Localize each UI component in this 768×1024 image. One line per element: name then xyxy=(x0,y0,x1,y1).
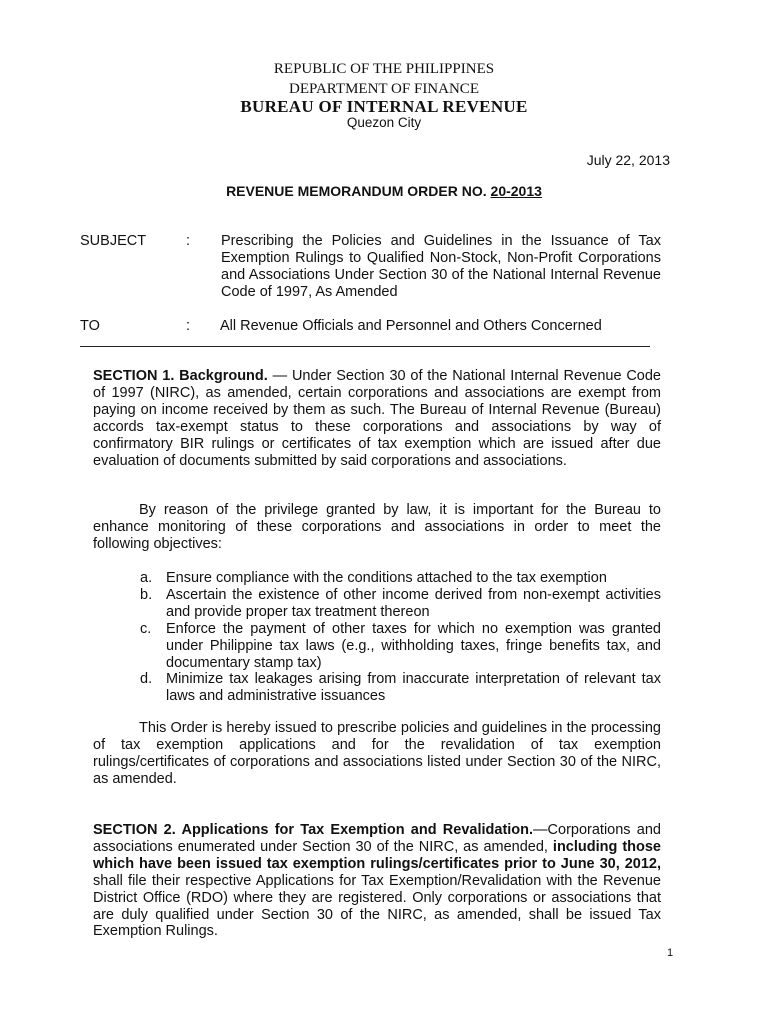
objective-item xyxy=(140,587,661,621)
objective-item xyxy=(140,570,661,587)
objective-marker: c. xyxy=(140,620,152,637)
subject-colon: : xyxy=(186,233,191,249)
section1-para2: By reason of the privilege granted by law, it is important for the Bureau to enhance monitoring of these corporations and associations in order to meet the following objectives: xyxy=(93,502,661,552)
subject-label: SUBJECT xyxy=(80,233,147,249)
memo-title xyxy=(0,183,768,199)
to-text: All Revenue Officials and Personnel and Others Concerned xyxy=(220,318,602,334)
page-number: 1 xyxy=(667,947,674,959)
objective-text: Ensure compliance with the conditions attached to the tax exemption xyxy=(166,570,607,586)
header-city: Quezon City xyxy=(346,115,422,130)
objective-marker: a. xyxy=(140,570,153,586)
objective-marker: d. xyxy=(140,671,153,688)
memo-number: 20-2013 xyxy=(490,183,542,199)
section2-heading: SECTION 2. Applications for Tax Exemption and Revalidation. xyxy=(93,822,534,838)
header-bureau: BUREAU OF INTERNAL REVENUE xyxy=(240,97,528,116)
objective-marker: b. xyxy=(140,586,153,603)
memo-title-prefix: REVENUE MEMORANDUM ORDER NO. xyxy=(226,183,491,199)
objective-text: Ascertain the existence of other income derived from non-exempt activities and provide proper tax treatment thereon xyxy=(166,586,661,620)
header-department: DEPARTMENT OF FINANCE xyxy=(289,81,479,97)
objective-item xyxy=(140,621,661,672)
header-republic: REPUBLIC OF THE PHILIPPINES xyxy=(273,61,495,77)
objectives-list xyxy=(140,570,661,705)
section1-para3: This Order is hereby issued to prescribe policies and guidelines in the processing of tax exemption applications and for the revalidation of tax exemption rulings/certificates of corporations and associations listed under Section 30 of the NIRC, as amended. xyxy=(93,720,661,787)
section2-paragraph xyxy=(93,822,661,940)
objective-text: Minimize tax leakages arising from inaccurate interpretation of relevant tax laws and administrative issuances xyxy=(166,671,661,705)
section2-text2: shall file their respective Applications for Tax Exemption/Revalidation with the Revenue District Office (RDO) where they are registered. Only corporations or associations that are duly qualified under Section 30 of the NIRC, as amended, shall be issued Tax Exemption Rulings. xyxy=(93,872,661,940)
to-colon: : xyxy=(186,318,191,334)
section2-text1: —Corporations and associations enumerated under Section 30 of the NIRC, as amended, xyxy=(93,822,661,855)
objective-text: Enforce the payment of other taxes for which no exemption was granted under Philippine tax laws (e.g., withholding taxes, fringe benefits tax, and documentary stamp tax) xyxy=(166,620,661,671)
objective-item xyxy=(140,671,661,705)
section2-bold: including those which have been issued tax exemption rulings/certificates prior to June 30, 2012, xyxy=(93,838,661,872)
section1-intro-text: — Under Section 30 of the National Internal Revenue Code of 1997 (NIRC), as amended, certain corporations and associations are exempt from paying on income received by them as such. The Bureau of Internal Revenue (Bureau) accords tax-exempt status to these corporations and associations by way of confirmatory BIR rulings or certificates of tax exemption which are issued after due evaluation of documents submitted by said corporations and associations. xyxy=(93,368,661,469)
subject-text: Prescribing the Policies and Guidelines in the Issuance of Tax Exemption Rulings to Qualified Non-Stock, Non-Profit Corporations and Associations Under Section 30 of the National Internal Revenue Code of 1997, As Amended xyxy=(221,233,661,300)
header-divider xyxy=(80,346,650,347)
memo-date: July 22, 2013 xyxy=(586,152,670,168)
to-label: TO xyxy=(80,318,100,334)
section1-intro xyxy=(93,368,661,469)
section1-heading: SECTION 1. Background. xyxy=(93,368,268,384)
